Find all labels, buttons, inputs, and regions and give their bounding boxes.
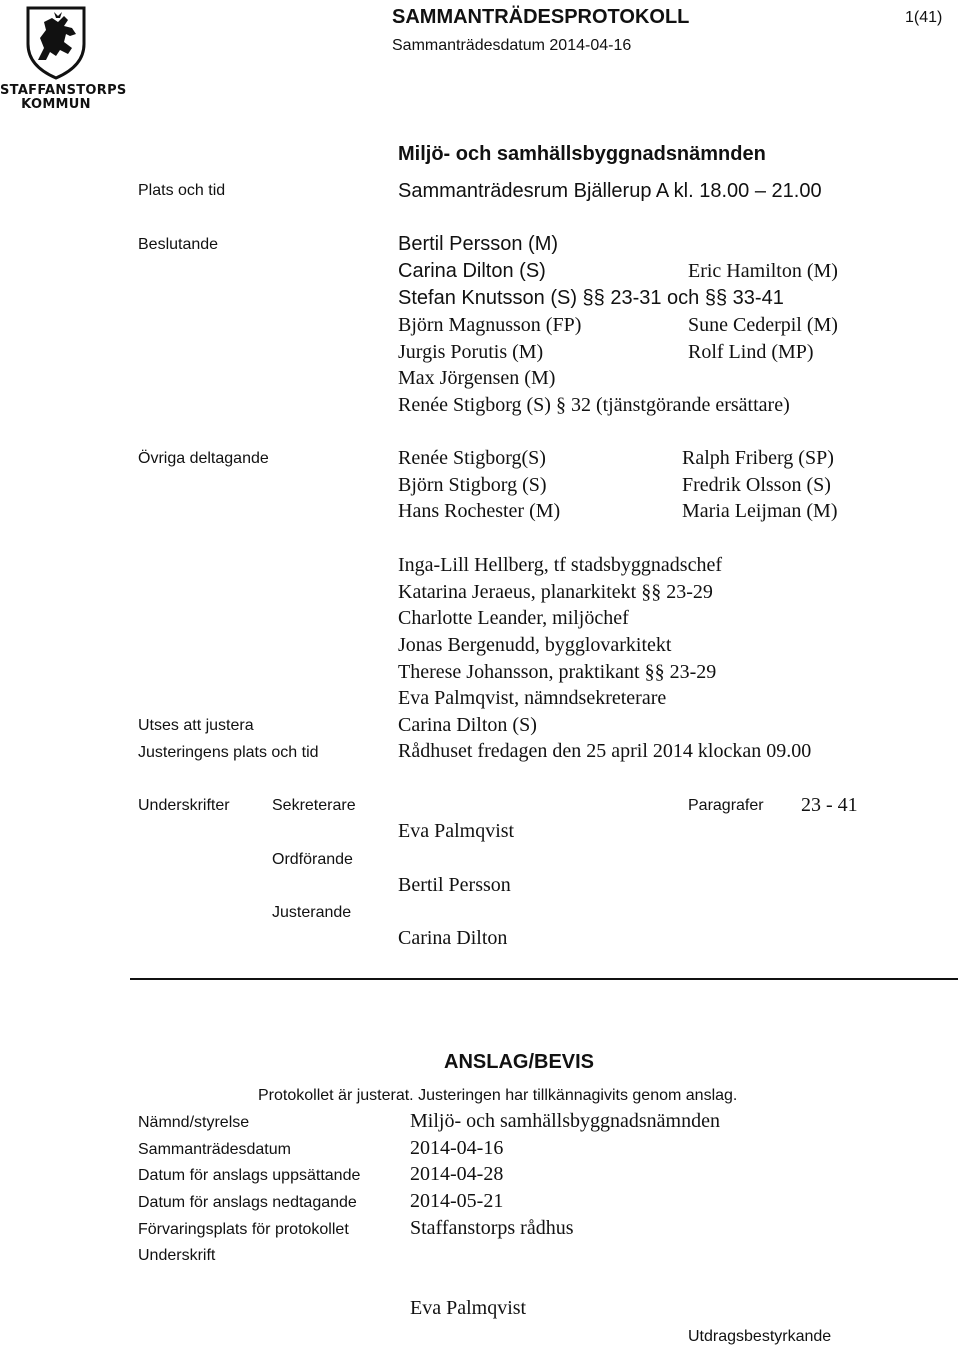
decision-maker: Carina Dilton (S) (398, 260, 546, 282)
signatures-label: Underskrifter (138, 797, 230, 814)
decision-maker: Max Jörgensen (M) (398, 367, 556, 389)
paragraphs-label: Paragrafer (688, 797, 764, 814)
official: Katarina Jeraeus, planarkitekt §§ 23-29 (398, 581, 713, 603)
coat-of-arms-icon (24, 4, 88, 80)
official: Eva Palmqvist, nämndsekreterare (398, 687, 667, 709)
page-number: 1(41) (905, 9, 943, 26)
participant: Ralph Friberg (SP) (682, 447, 834, 469)
notice-row-label: Sammanträdesdatum (138, 1141, 291, 1158)
adjuster-sign-name: Carina Dilton (398, 927, 508, 949)
notice-row-value: Miljö- och samhällsbyggnadsnämnden (410, 1110, 720, 1132)
adjust-place-label: Justeringens plats och tid (138, 744, 319, 761)
participant: Maria Leijman (M) (682, 500, 838, 522)
signature-label: Underskrift (138, 1247, 216, 1264)
decision-maker: Björn Magnusson (FP) (398, 314, 582, 336)
notice-row-label: Nämnd/styrelse (138, 1114, 250, 1131)
decision-maker: Eric Hamilton (M) (688, 260, 838, 282)
notice-row-label: Datum för anslags uppsättande (138, 1167, 361, 1184)
notice-signature-name: Eva Palmqvist (410, 1297, 527, 1319)
adjuster-value: Carina Dilton (S) (398, 714, 537, 736)
notice-row-label: Datum för anslags nedtagande (138, 1194, 357, 1211)
notice-title: ANSLAG/BEVIS (444, 1051, 595, 1073)
document-title: SAMMANTRÄDESPROTOKOLL (392, 6, 690, 28)
adjust-place-value: Rådhuset fredagen den 25 april 2014 klockan 09.00 (398, 740, 812, 762)
decision-maker: Rolf Lind (MP) (688, 341, 814, 363)
committee-name: Miljö- och samhällsbyggnadsnämnden (398, 143, 766, 165)
paragraphs-value: 23 - 41 (801, 794, 858, 816)
official: Therese Johansson, praktikant §§ 23-29 (398, 661, 717, 683)
decision-makers-label: Beslutande (138, 236, 219, 253)
meeting-date-header: Sammanträdesdatum 2014-04-16 (392, 37, 632, 54)
others-label: Övriga deltagande (138, 450, 269, 467)
official: Charlotte Leander, miljöchef (398, 607, 629, 629)
certified-extract-label: Utdragsbestyrkande (688, 1328, 832, 1345)
notice-row-value: 2014-04-28 (410, 1163, 504, 1185)
official: Jonas Bergenudd, bygglovarkitekt (398, 634, 672, 656)
org-name-line1: STAFFANSTORPS (0, 83, 127, 98)
notice-row-value: 2014-04-16 (410, 1137, 504, 1159)
chair-name: Bertil Persson (398, 874, 511, 896)
decision-maker: Stefan Knutsson (S) §§ 23-31 och §§ 33-41 (398, 287, 784, 309)
secretary-name: Eva Palmqvist (398, 820, 515, 842)
notice-subtitle: Protokollet är justerat. Justeringen har tillkännagivits genom anslag. (258, 1087, 738, 1104)
participant: Renée Stigborg(S) (398, 447, 546, 469)
notice-row-value: Staffanstorps rådhus (410, 1217, 574, 1239)
participant: Björn Stigborg (S) (398, 474, 547, 496)
adjuster-label: Utses att justera (138, 717, 254, 734)
municipality-logo (0, 0, 127, 118)
participant: Fredrik Olsson (S) (682, 474, 831, 496)
official: Inga-Lill Hellberg, tf stadsbyggnadschef (398, 554, 722, 576)
secretary-label: Sekreterare (272, 797, 356, 814)
adjuster-sign-label: Justerande (272, 904, 352, 921)
notice-row-value: 2014-05-21 (410, 1190, 504, 1212)
participant: Hans Rochester (M) (398, 500, 561, 522)
decision-maker: Jurgis Porutis (M) (398, 341, 544, 363)
decision-maker: Bertil Persson (M) (398, 233, 559, 255)
notice-row-label: Förvaringsplats för protokollet (138, 1221, 349, 1238)
decision-maker: Sune Cederpil (M) (688, 314, 838, 336)
venue-label: Plats och tid (138, 182, 226, 199)
org-name-line2: KOMMUN (21, 97, 91, 112)
decision-maker: Renée Stigborg (S) § 32 (tjänstgörande ersättare) (398, 394, 790, 416)
venue-value: Sammanträdesrum Bjällerup A kl. 18.00 – 21.00 (398, 180, 822, 202)
divider (130, 978, 958, 980)
chair-label: Ordförande (272, 851, 353, 868)
